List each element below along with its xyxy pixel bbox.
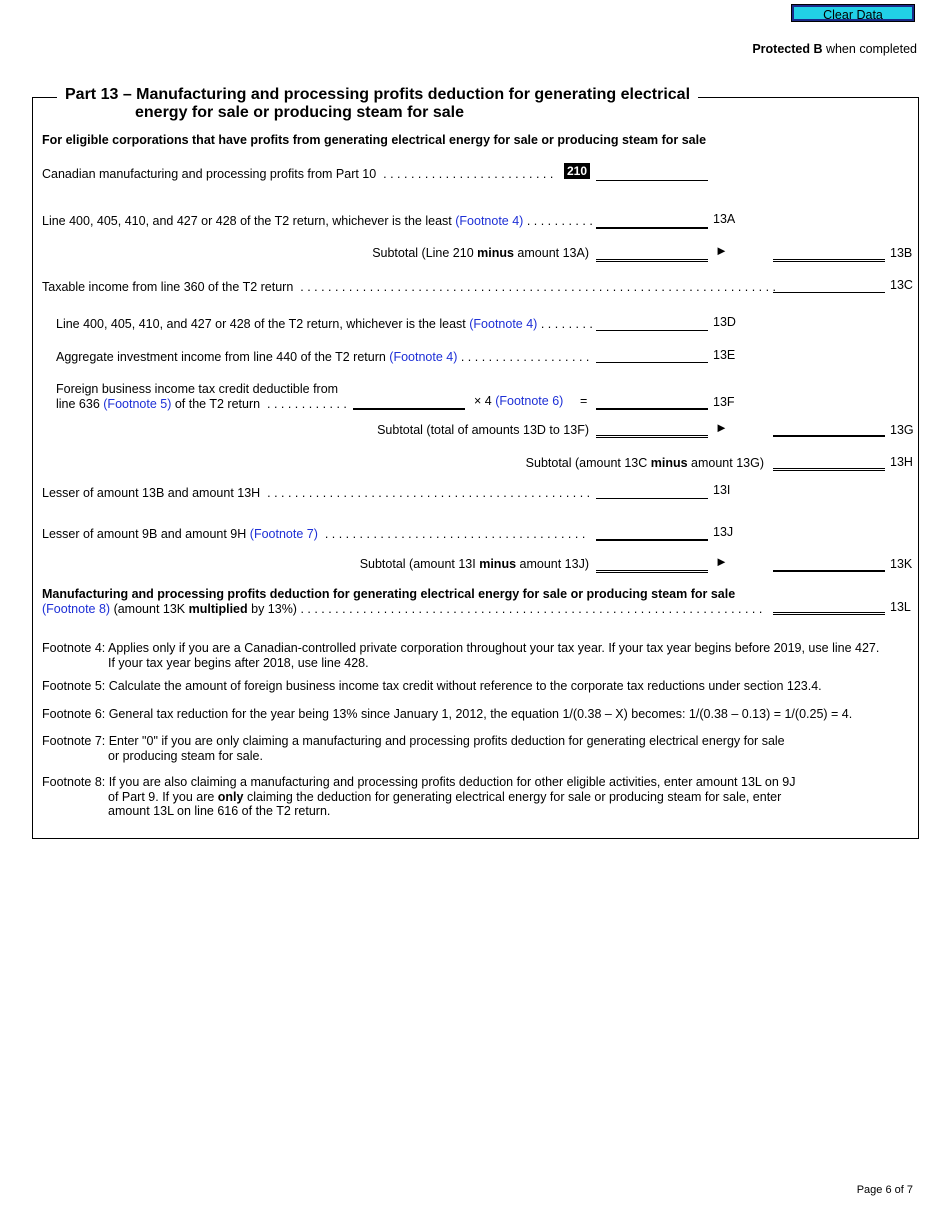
line13G-input[interactable] [773, 435, 885, 437]
line13H-label [526, 456, 764, 470]
line13J-label: Lesser of amount 9B and amount 9H (Footnote 7) . . . . . . . . . . . . . . . . . . . . . . . . . . . . . . . . . . . . . . [42, 527, 586, 541]
line13L-input[interactable] [773, 612, 885, 615]
line13B-input[interactable] [773, 259, 885, 262]
footnote-7 [42, 734, 785, 763]
protected-b-label [752, 42, 917, 56]
line13K-pre: Subtotal (amount 13I [359, 557, 480, 571]
protected-b-bold: Protected B [752, 42, 823, 56]
line13H-bold: minus [650, 456, 688, 470]
line13B-label [372, 246, 589, 260]
line210-input[interactable] [596, 180, 708, 181]
footnote-4-line2: If your tax year begins after 2018, use line 428. [108, 655, 369, 670]
line13I-input[interactable] [596, 498, 708, 499]
line13J-footnote-link[interactable]: (Footnote 7) [249, 527, 318, 541]
line13L-label-bold: Manufacturing and processing profits deduction for generating electrical energy for sale or producing steam for sale [42, 587, 736, 601]
line210-label: Canadian manufacturing and processing profits from Part 10 . . . . . . . . . . . . . . . . . . . . . . . . . [42, 167, 554, 181]
line13D-footnote-link[interactable]: (Footnote 4) [469, 317, 538, 331]
footnote-8-line2-pre: of Part 9. If you are [108, 789, 218, 804]
line13L-code: 13L [890, 600, 911, 614]
line13H-post: amount 13G) [687, 456, 764, 470]
line13B-code: 13B [890, 246, 913, 260]
footnote-7-line2: or producing steam for sale. [108, 748, 263, 763]
line13F-equals: = [580, 394, 588, 408]
line13I-code: 13I [713, 483, 731, 497]
line13F-pre: line 636 [56, 397, 104, 411]
line13F-multiplier [474, 394, 563, 408]
line13G-subtotal-input[interactable] [596, 435, 708, 438]
line13H-pre: Subtotal (amount 13C [525, 456, 651, 470]
line13G-code: 13G [890, 423, 914, 437]
line13H-input[interactable] [773, 468, 885, 471]
line13A-footnote-link[interactable]: (Footnote 4) [455, 214, 524, 228]
line13E-label: Aggregate investment income from line 440 of the T2 return (Footnote 4) . . . . . . . . . . . . . . . . . . . [56, 350, 590, 364]
part13-title-line2: energy for sale or producing steam for sale [135, 104, 464, 121]
line13F-input[interactable] [596, 408, 708, 410]
line13E-input[interactable] [596, 362, 708, 363]
line13L-post: by 13%) [247, 602, 297, 616]
line13K-input[interactable] [773, 570, 885, 572]
footnote-4 [42, 641, 879, 670]
line13A-code: 13A [713, 212, 736, 226]
line13G-arrow-icon: ► [715, 420, 728, 435]
line13K-post: amount 13J) [516, 557, 589, 571]
line13B-bold: minus [477, 246, 514, 260]
line13D-input[interactable] [596, 330, 708, 331]
line13F-label-line1: Foreign business income tax credit deductible from [56, 382, 339, 396]
clear-data-button[interactable]: Clear Data [792, 5, 914, 21]
line13K-subtotal-input[interactable] [596, 570, 708, 573]
line13I-label: Lesser of amount 13B and amount 13H . . . . . . . . . . . . . . . . . . . . . . . . . . . . . . . . . . . . . . . . . . . . . . . [42, 486, 591, 500]
line13F-footnote6-link[interactable]: (Footnote 6) [495, 394, 564, 408]
line210-code-box: 210 [564, 163, 590, 179]
protected-b-rest: when completed [822, 42, 917, 56]
part13-title-line1: Part 13 – Manufacturing and processing profits deduction for generating electrical [65, 86, 691, 103]
line13K-code: 13K [890, 557, 913, 571]
line13K-arrow-icon: ► [715, 554, 728, 569]
footnote-6: Footnote 6: General tax reduction for the year being 13% since January 1, 2012, the equation 1/(0.38 – X) becomes: 1/(0.38 – 0.13) = 1/(0.25) = 4. [42, 707, 853, 721]
line13C-text: Taxable income from line 360 of the T2 return [42, 280, 294, 294]
footnote-7-line1: Footnote 7: Enter "0" if you are only claiming a manufacturing and processing profits deduction for generating electrical energy for sale [42, 734, 785, 748]
footnote-8-line2 [42, 790, 795, 805]
footnote-8-line1: Footnote 8: If you are also claiming a manufacturing and processing profits deduction for other eligible activities, enter amount 13L on 9J [42, 775, 796, 789]
line13L-footnote-link[interactable]: (Footnote 8) [42, 602, 111, 616]
line13E-text: Aggregate investment income from line 440 of the T2 return [56, 350, 386, 364]
line13A-text: Line 400, 405, 410, and 427 or 428 of the T2 return, whichever is the least [42, 214, 452, 228]
footnote-8-line2-post: claiming the deduction for generating electrical energy for sale or producing steam for sale, enter [243, 789, 782, 804]
line13F-code: 13F [713, 395, 735, 409]
line13K-label [360, 557, 589, 571]
line13F-label-line2: line 636 (Footnote 5) of the T2 return . . . . . . . . . . . . [56, 397, 347, 411]
line13F-post: of the T2 return [171, 397, 261, 411]
part13-intro: For eligible corporations that have profits from generating electrical energy for sale or producing steam for sale [42, 133, 707, 147]
line13L-pre: (amount 13K [110, 602, 189, 616]
line13D-text: Line 400, 405, 410, and 427 or 428 of the T2 return, whichever is the least [56, 317, 466, 331]
footnote-8 [42, 775, 795, 819]
line13C-code: 13C [890, 278, 913, 292]
line13G-label: Subtotal (total of amounts 13D to 13F) [377, 423, 589, 437]
line13J-text: Lesser of amount 9B and amount 9H [42, 527, 247, 541]
line13B-arrow-icon: ► [715, 243, 728, 258]
line13J-input[interactable] [596, 539, 708, 541]
line13E-footnote-link[interactable]: (Footnote 4) [389, 350, 458, 364]
line13B-pre: Subtotal (Line 210 [372, 246, 478, 260]
footnote-5: Footnote 5: Calculate the amount of foreign business income tax credit without reference to the corporate tax reductions under section 123.4. [42, 679, 822, 693]
line13A-label: Line 400, 405, 410, and 427 or 428 of the T2 return, whichever is the least (Footnote 4) . . . . . . . . . . [42, 214, 593, 228]
line210-text: Canadian manufacturing and processing profits from Part 10 [42, 167, 377, 181]
line13E-code: 13E [713, 348, 736, 362]
line13F-mult: × 4 [474, 394, 492, 408]
line13I-text: Lesser of amount 13B and amount 13H [42, 486, 261, 500]
footnote-8-line2-bold: only [217, 789, 244, 804]
part13-title [57, 86, 698, 122]
line13C-label: Taxable income from line 360 of the T2 return . . . . . . . . . . . . . . . . . . . . . . . . . . . . . . . . . . . . . . . . . . . . . . . . . . . . . . . . . . . . . . . . . . . . . [42, 280, 777, 294]
page-number: Page 6 of 7 [856, 1184, 913, 1196]
line13B-subtotal-input[interactable] [596, 259, 708, 262]
footnote-8-line3: amount 13L on line 616 of the T2 return. [108, 804, 331, 818]
line13B-post: amount 13A) [513, 246, 589, 260]
line13L-label-line2: (Footnote 8) (amount 13K multiplied by 13%) . . . . . . . . . . . . . . . . . . . . . . . . . . . . . . . . . . . . . . . . . . . . . . . . . . . . . . . . . . . . . . . . . . . [42, 602, 763, 616]
line13H-code: 13H [890, 455, 913, 469]
line13F-credit-input[interactable] [353, 408, 465, 410]
line13D-label: Line 400, 405, 410, and 427 or 428 of the T2 return, whichever is the least (Footnote 4) . . . . . . . . [56, 317, 593, 331]
line13F-footnote5-link[interactable]: (Footnote 5) [103, 397, 172, 411]
line13C-input[interactable] [773, 292, 885, 293]
line13K-bold: minus [479, 557, 517, 571]
footnote-4-line1: Footnote 4: Applies only if you are a Canadian-controlled private corporation throughout your tax year. If your tax year begins before 2019, use line 427. [42, 641, 880, 655]
line13A-input[interactable] [596, 227, 708, 229]
line13L-mult: multiplied [188, 602, 248, 616]
line13D-code: 13D [713, 315, 736, 329]
line13J-code: 13J [713, 525, 734, 539]
